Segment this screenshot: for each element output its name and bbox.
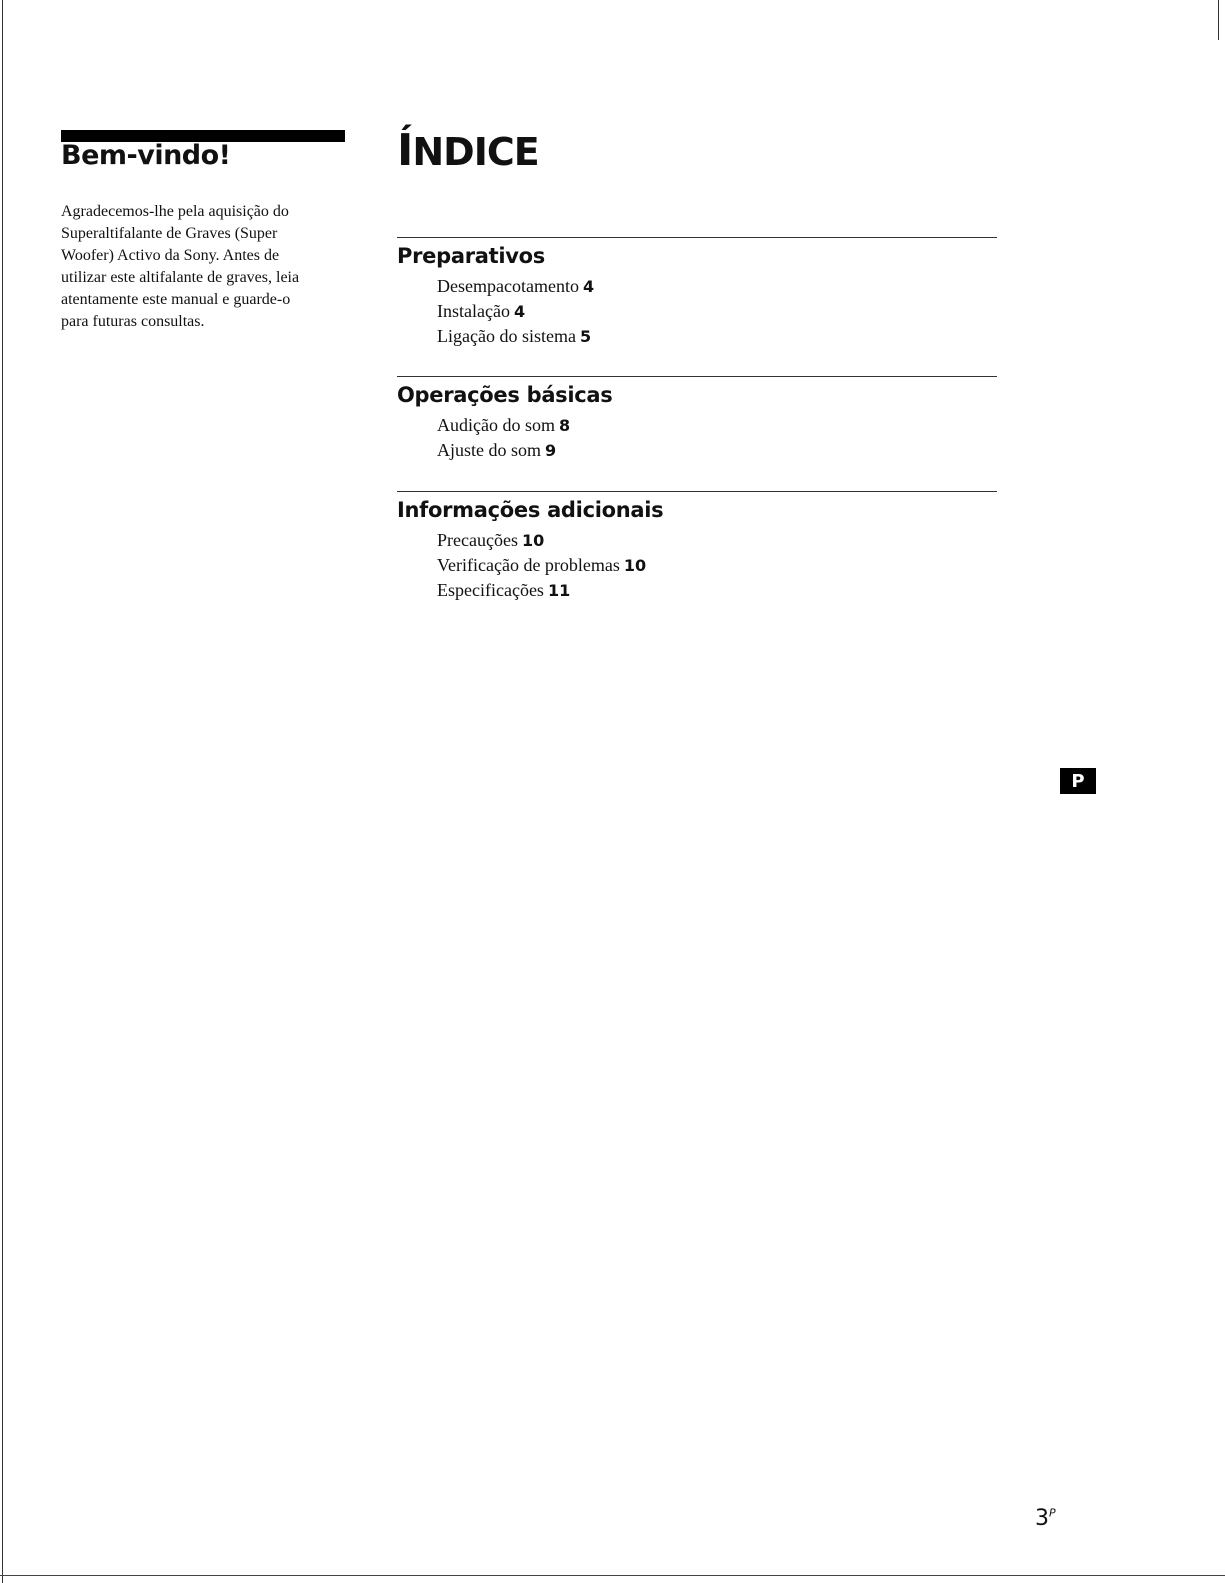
toc-entry-label: Instalação: [437, 301, 510, 321]
section-heading: Informações adicionais: [397, 498, 664, 522]
toc-entry-page: 10: [521, 531, 545, 550]
toc-entry-label: Precauções: [437, 530, 518, 550]
section-rule: [397, 237, 997, 238]
toc-entry-page: 11: [547, 581, 571, 600]
section-heading: Preparativos: [397, 244, 545, 268]
toc-entry-page: 5: [579, 327, 592, 346]
toc-entry-label: Ligação do sistema: [437, 326, 576, 346]
toc-entry-page: 8: [558, 416, 571, 435]
toc-title-initial: Í: [397, 125, 413, 176]
toc-entry[interactable]: [437, 274, 997, 299]
toc-entry-label: Desempacotamento: [437, 276, 579, 296]
scan-edge-left: [2, 0, 3, 1583]
section-heading: Operações básicas: [397, 383, 613, 407]
toc-entry[interactable]: [437, 438, 997, 463]
scan-edge-right: [1218, 0, 1219, 40]
toc-title-rest: NDICE: [412, 130, 539, 174]
toc-entry[interactable]: [437, 553, 997, 578]
toc-entry[interactable]: [437, 578, 997, 603]
toc-entry-label: Audição do som: [437, 415, 555, 435]
welcome-line: para futuras consultas.: [61, 313, 205, 330]
welcome-paragraph: [61, 201, 341, 333]
welcome-line: atentamente este manual e guarde-o: [61, 291, 291, 308]
page-number-suffix: P: [1049, 1506, 1056, 1520]
welcome-line: utilizar este altifalante de graves, leia: [61, 269, 300, 286]
welcome-title: Bem-vindo!: [61, 140, 231, 171]
section-rule: [397, 491, 997, 492]
toc-entry-list: [397, 274, 997, 349]
toc-entry-page: 9: [545, 441, 557, 460]
welcome-line: Woofer) Activo da Sony. Antes de: [61, 247, 280, 264]
language-tab-badge: P: [1060, 768, 1096, 794]
toc-section-informacoes-adicionais: [397, 491, 997, 603]
toc-entry-page: 4: [513, 302, 526, 321]
welcome-line: Agradecemos-lhe pela aquisição do: [61, 203, 289, 220]
toc-entry[interactable]: [437, 413, 997, 438]
toc-entry-list: [397, 528, 997, 603]
toc-entry[interactable]: [437, 324, 997, 349]
toc-entry[interactable]: [437, 528, 997, 553]
toc-section-preparativos: [397, 237, 997, 349]
scan-edge-bottom: [0, 1575, 1225, 1576]
page-number: [1035, 1506, 1056, 1531]
toc-title: [397, 125, 539, 176]
toc-entry-label: Especificações: [437, 580, 544, 600]
toc-entry-page: 4: [582, 277, 595, 296]
toc-entry-label: Verificação de problemas: [437, 555, 620, 575]
section-rule: [397, 376, 997, 377]
toc-entry-label: Ajuste do som: [437, 440, 542, 460]
toc-entry[interactable]: [437, 299, 997, 324]
page-number-value: 3: [1035, 1506, 1049, 1531]
toc-section-operacoes-basicas: [397, 376, 997, 463]
toc-entry-page: 10: [623, 556, 647, 575]
welcome-line: Superaltifalante de Graves (Super: [61, 225, 278, 242]
toc-entry-list: [397, 413, 997, 463]
